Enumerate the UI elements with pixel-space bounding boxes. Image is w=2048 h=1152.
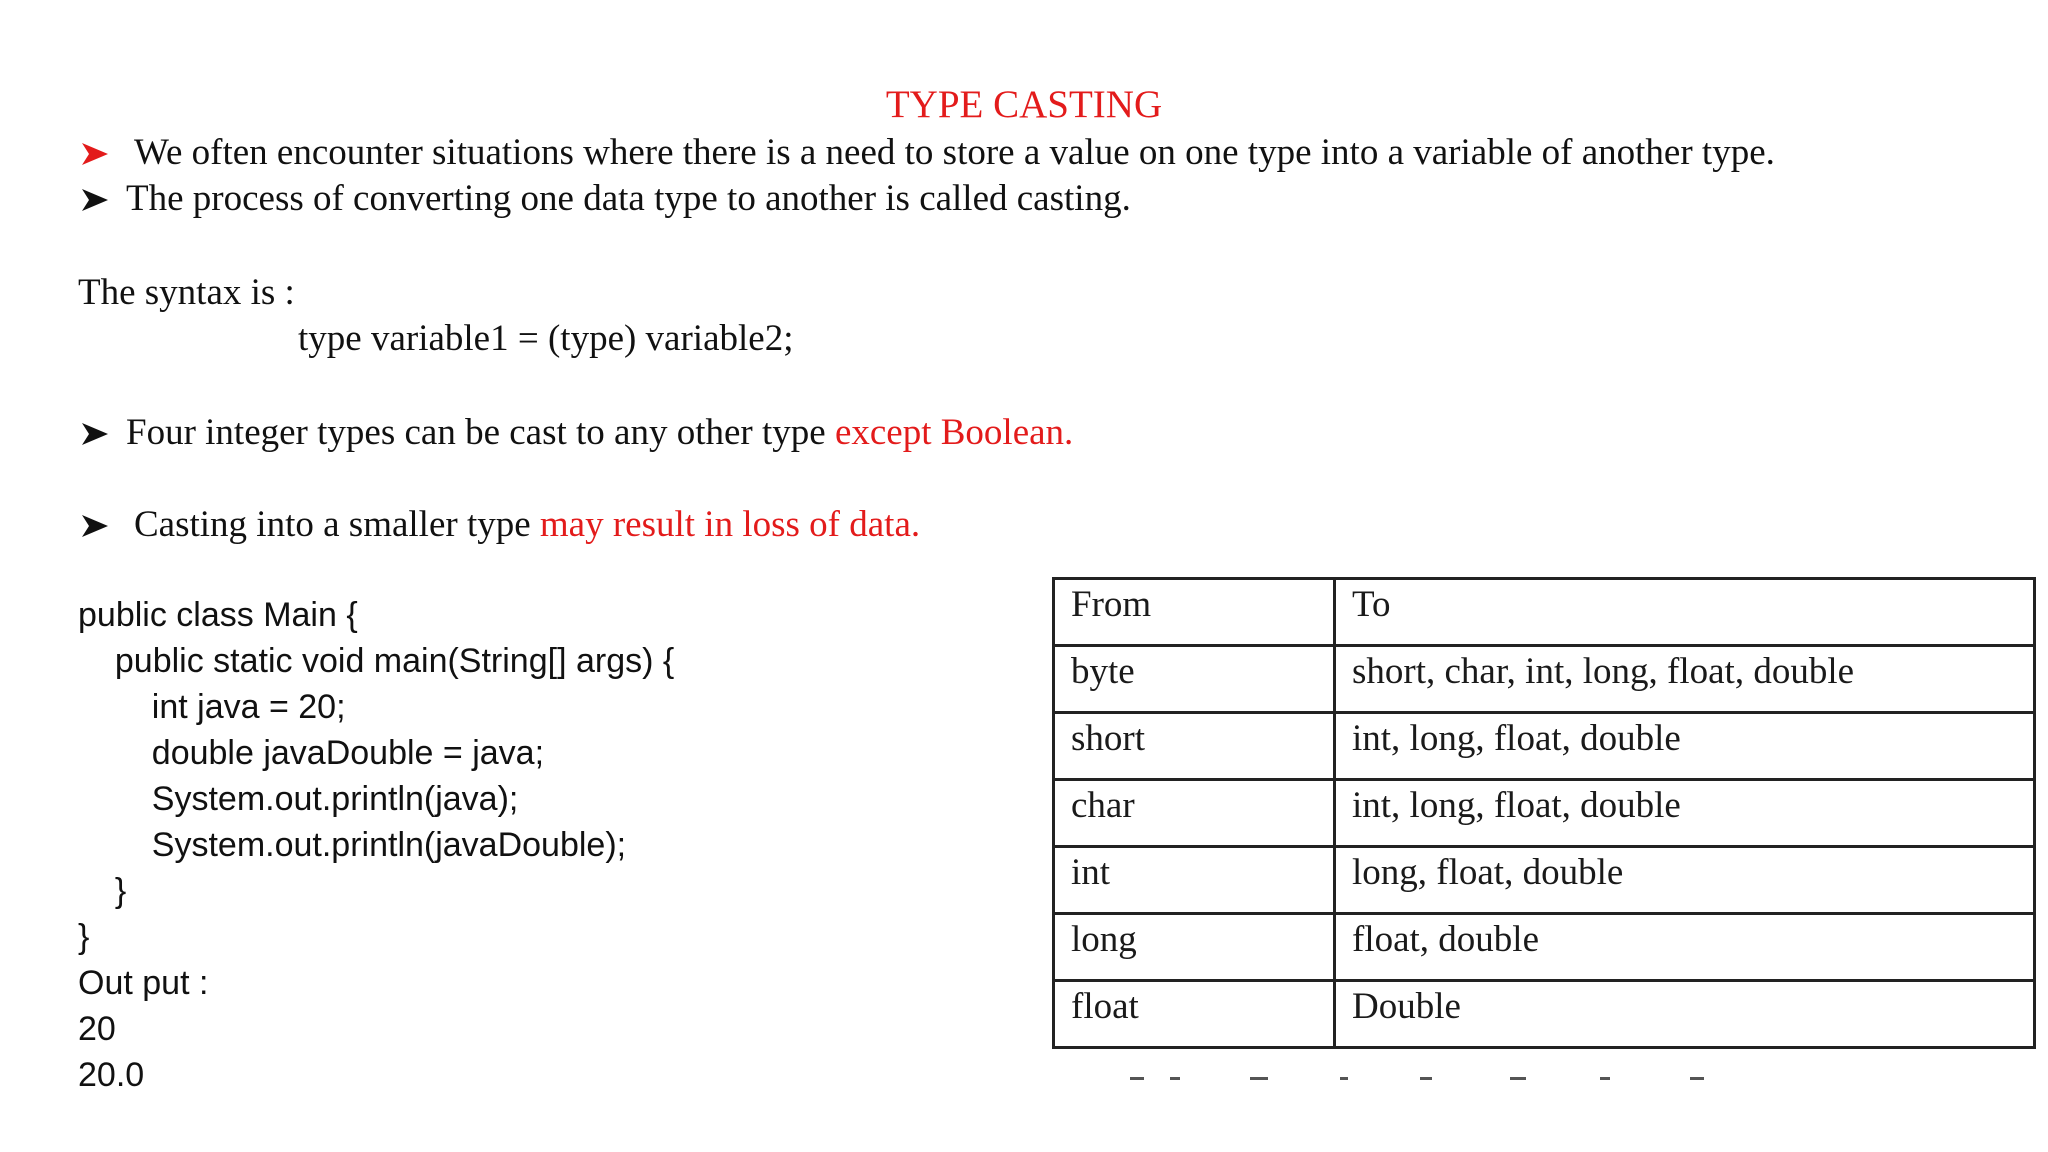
code-block (78, 592, 674, 1098)
to-cell: int, long, float, double (1335, 713, 2035, 780)
code-line: public class Main { (78, 596, 358, 634)
code-line: } (78, 918, 90, 956)
casting-table (1052, 577, 2036, 1049)
table-row (1054, 914, 2035, 981)
casting-table-container (1052, 577, 2036, 1069)
red-arrow-bullet-icon (78, 130, 114, 176)
bullet-1 (78, 130, 1775, 176)
rule-loss-highlight: may result in loss of data. (539, 504, 921, 545)
rule-loss-text: Casting into a smaller type (134, 504, 540, 545)
slide-title: TYPE CASTING (885, 83, 1163, 126)
table-row (1054, 847, 2035, 914)
rule-bool-text: Four integer types can be cast to any other type (126, 412, 835, 453)
code-line: System.out.println(javaDouble); (114, 826, 627, 864)
from-cell: float (1054, 981, 1335, 1048)
from-cell: short (1054, 713, 1335, 780)
from-cell: char (1054, 780, 1335, 847)
code-line: int java = 20; (114, 688, 346, 726)
code-line: public static void main(String[] args) { (96, 642, 675, 680)
black-arrow-bullet-icon (78, 410, 114, 456)
syntax-label: The syntax is : (78, 272, 295, 313)
cropped-text-fragment (1130, 1074, 1770, 1082)
code-line: System.out.println(java); (114, 780, 519, 818)
output-label: Out put : (78, 964, 209, 1002)
code-line: double javaDouble = java; (114, 734, 545, 772)
header-to: To (1335, 579, 2035, 646)
syntax-code: type variable1 = (type) variable2; (298, 318, 794, 359)
to-cell: int, long, float, double (1335, 780, 2035, 847)
bullet-2-text: The process of converting one data type to another is called casting. (126, 178, 1131, 219)
table-row (1054, 981, 2035, 1048)
to-cell: float, double (1335, 914, 2035, 981)
rule-bool (78, 410, 1073, 456)
to-cell: short, char, int, long, float, double (1335, 646, 2035, 713)
from-cell: long (1054, 914, 1335, 981)
from-cell: byte (1054, 646, 1335, 713)
to-cell: Double (1335, 981, 2035, 1048)
table-row (1054, 780, 2035, 847)
from-cell: int (1054, 847, 1335, 914)
rule-bool-highlight: except Boolean. (834, 412, 1074, 453)
table-row (1054, 646, 2035, 713)
output-line: 20.0 (78, 1056, 145, 1094)
rule-loss (78, 502, 920, 548)
black-arrow-bullet-icon (78, 176, 114, 222)
black-arrow-bullet-icon (78, 502, 114, 548)
header-from: From (1054, 579, 1335, 646)
table-row (1054, 713, 2035, 780)
to-cell: long, float, double (1335, 847, 2035, 914)
bullet-2 (78, 176, 1131, 222)
table-header-row (1054, 579, 2035, 646)
code-line: } (96, 872, 127, 910)
output-line: 20 (78, 1010, 116, 1048)
bullet-1-text: We often encounter situations where there is a need to store a value on one type into a variable of another type. (134, 132, 1775, 173)
